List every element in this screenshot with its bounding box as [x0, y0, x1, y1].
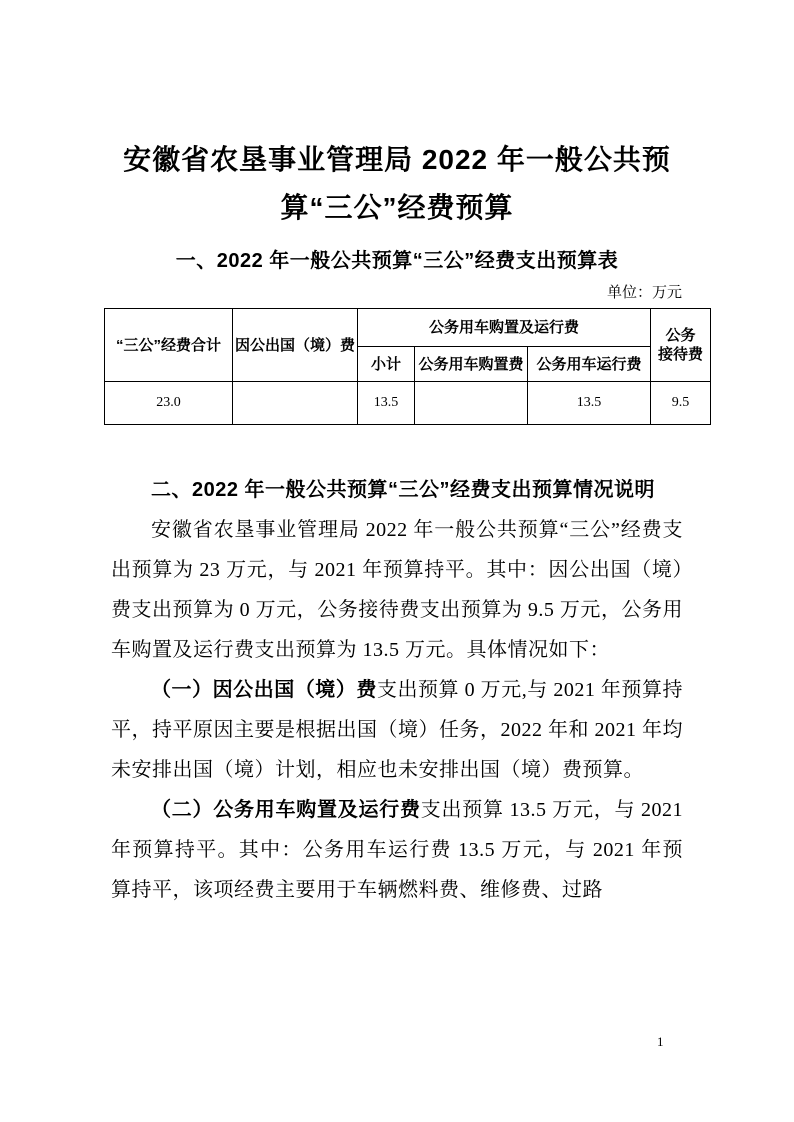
- cell-vehicle-operation: 13.5: [528, 382, 651, 425]
- section2: [111, 470, 683, 910]
- document-title-line2: 算“三公”经费预算: [280, 192, 514, 223]
- paragraph-vehicle-lead: （二）公务用车购置及运行费: [151, 799, 421, 821]
- table-header-reception-line2: 接待费: [657, 346, 703, 363]
- cell-abroad: [233, 382, 358, 425]
- table-header-vehicle-purchase: 公务用车购置费: [415, 347, 528, 382]
- paragraph-vehicle: [111, 790, 683, 910]
- table-header-vehicle-group: 公务用车购置及运行费: [358, 309, 651, 347]
- table-header-reception-line1: 公务: [665, 327, 696, 344]
- budget-table: [104, 308, 711, 425]
- unit-note: 单位：万元: [606, 284, 682, 301]
- table-header-row-1: [105, 309, 711, 347]
- table-header-vehicle-operation: 公务用车运行费: [528, 347, 651, 382]
- cell-vehicle-subtotal: 13.5: [358, 382, 415, 425]
- paragraph-abroad-lead: （一）因公出国（境）费: [151, 679, 377, 701]
- paragraph-vehicle-text: 支出预算 13.5 万元，与 2021 年预算持平。其中：公务用车运行费 13.5 万元，与 2021 年预算持平，该项经费主要用于车辆燃料费、维修费、过路: [111, 799, 683, 901]
- section2-heading: 二、2022 年一般公共预算“三公”经费支出预算情况说明: [151, 479, 656, 501]
- section1-heading: 一、2022 年一般公共预算“三公”经费支出预算表: [175, 250, 619, 272]
- cell-vehicle-purchase: [415, 382, 528, 425]
- document-title: [0, 0, 794, 232]
- page-number: 1: [657, 1034, 664, 1049]
- paragraph-overview: [111, 510, 683, 670]
- table-header-total: “三公”经费合计: [105, 309, 233, 382]
- table-header-vehicle-subtotal: 小计: [358, 347, 415, 382]
- paragraph-abroad-text: 支出预算 0 万元,与 2021 年预算持平，持平原因主要是根据出国（境）任务，2022 年和 2021 年均未安排出国（境）计划，相应也未安排出国（境）费预算。: [111, 679, 684, 781]
- table-header-reception: [651, 309, 711, 382]
- cell-reception: 9.5: [651, 382, 711, 425]
- paragraph-overview-text: 安徽省农垦事业管理局 2022 年一般公共预算“三公”经费支出预算为 23 万元，与 2021 年预算持平。其中：因公出国（境）费支出预算为 0 万元，公务接待费支出预算为 9.5 万元，公务用车购置及运行费支出预算为 13.5 万元。具体情况如下：: [111, 519, 683, 661]
- table-header-abroad: 因公出国（境）费: [233, 309, 358, 382]
- table-data-row: [105, 382, 711, 425]
- document-title-line1: 安徽省农垦事业管理局 2022 年一般公共预: [123, 144, 671, 175]
- paragraph-abroad: [111, 670, 683, 790]
- cell-total: 23.0: [105, 382, 233, 425]
